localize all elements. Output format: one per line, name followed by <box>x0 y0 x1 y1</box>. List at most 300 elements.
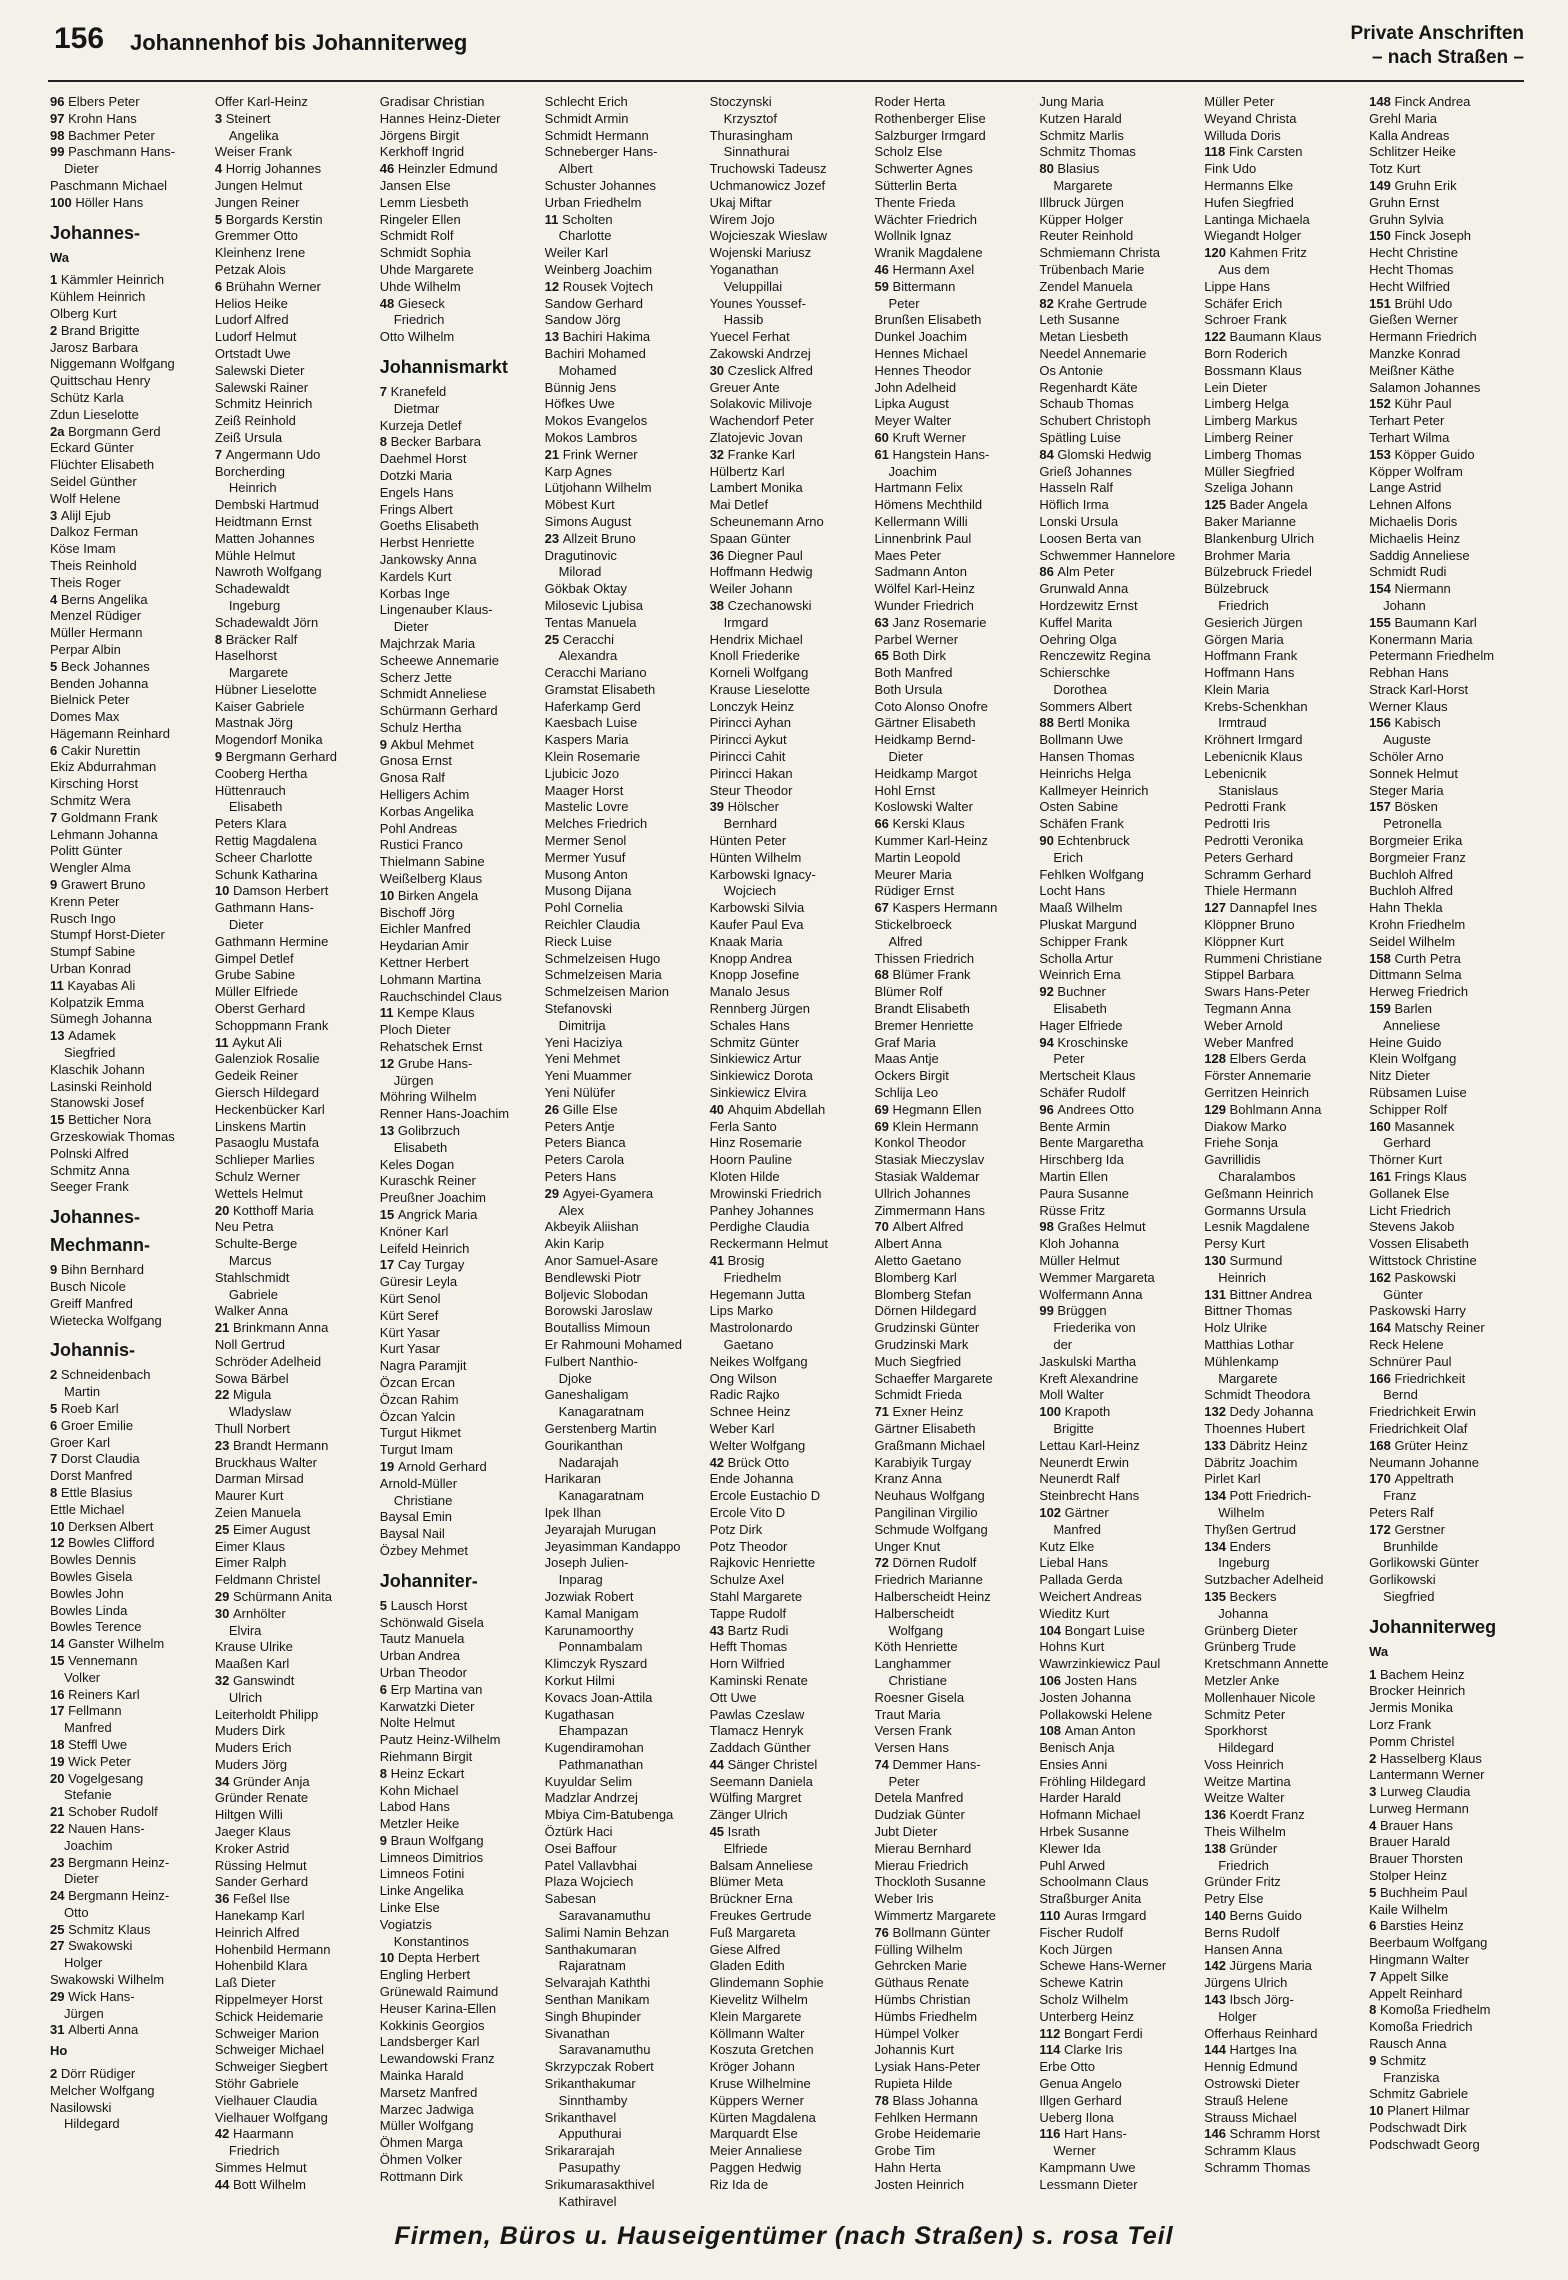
resident-entry <box>215 346 372 363</box>
resident-name: Grünewald Raimund <box>379 1984 499 2000</box>
resident-name: Both Manfred <box>874 665 953 681</box>
resident-name: Exner Heinz <box>892 1404 964 1420</box>
resident-name: Spätling Luise <box>1039 429 1122 445</box>
resident-entry <box>545 1068 702 1085</box>
resident-name: Yoganathan <box>709 261 779 277</box>
resident-entry <box>1369 1522 1526 1539</box>
resident-name: Depta Herbert <box>397 1950 480 1966</box>
resident-name: Friedrich <box>1218 597 1269 613</box>
resident-entry <box>1204 531 1361 548</box>
resident-name: Srikumarasakthivel <box>544 2176 655 2192</box>
resident-name: Hufen Siegfried <box>1204 194 1294 210</box>
street-heading: Mechmann- <box>50 1235 151 1256</box>
resident-name: Karp Agnes <box>544 463 612 479</box>
resident-entry <box>545 1320 702 1337</box>
resident-name: Schneberger Hans- <box>544 144 658 160</box>
resident-name: Jungen Reiner <box>214 194 300 210</box>
resident-entry <box>710 548 867 565</box>
resident-entry <box>1369 1868 1526 1885</box>
resident-name: Roeb Karl <box>60 1400 119 1416</box>
resident-name: Schmitz Peter <box>1204 1706 1286 1722</box>
resident-name: Ceracchi <box>562 631 615 647</box>
resident-entry <box>215 1673 372 1690</box>
resident-name: Küpper Holger <box>1039 211 1124 227</box>
resident-entry <box>874 1001 1031 1018</box>
resident-entry <box>1039 396 1196 413</box>
resident-name: Özcan Rahim <box>379 1391 459 1407</box>
house-number: 18 <box>50 1736 69 1752</box>
resident-entry <box>1204 497 1361 514</box>
resident-entry <box>215 2042 372 2059</box>
resident-name: Benden Johanna <box>50 675 149 691</box>
entry-continuation <box>710 1841 867 1858</box>
resident-entry <box>1204 1925 1361 1942</box>
resident-entry <box>50 272 207 289</box>
resident-entry <box>1204 2143 1361 2160</box>
resident-name: Bowles John <box>50 1585 124 1601</box>
resident-name: Ponnambalam <box>558 1639 643 1655</box>
resident-entry <box>1369 783 1526 800</box>
resident-entry <box>710 514 867 531</box>
resident-name: Hansen Thomas <box>1039 749 1135 765</box>
resident-name: Strauß Helene <box>1204 2092 1289 2108</box>
resident-name: Beerbaum Wolfgang <box>1369 1935 1488 1951</box>
resident-name: Lohmann Martina <box>379 971 481 987</box>
resident-name: Dieter <box>64 1871 99 1887</box>
house-number: 61 <box>874 446 893 462</box>
house-number: 15 <box>50 1652 69 1668</box>
house-number: 21 <box>214 1320 233 1336</box>
resident-name: Bischoff Jörg <box>379 904 455 920</box>
resident-entry <box>1204 883 1361 900</box>
resident-name: Kürt Yasar <box>379 1324 440 1340</box>
resident-name: Mastnak Jörg <box>214 715 293 731</box>
resident-entry <box>50 1754 207 1771</box>
resident-name: Maaßen Karl <box>214 1656 290 1672</box>
resident-name: Baysal Nail <box>379 1526 445 1542</box>
entry-continuation <box>1204 1740 1361 1757</box>
entry-continuation <box>380 1140 537 1157</box>
resident-name: Kämmler Heinrich <box>60 272 165 288</box>
house-number: 144 <box>1204 2042 1230 2058</box>
resident-entry <box>710 850 867 867</box>
house-number: 40 <box>709 1101 728 1117</box>
resident-name: Seemann Daniela <box>709 1773 813 1789</box>
resident-name: Gerhard <box>1383 1135 1431 1151</box>
resident-entry <box>215 1505 372 1522</box>
resident-entry <box>710 128 867 145</box>
resident-entry <box>710 1354 867 1371</box>
resident-entry <box>545 2009 702 2026</box>
house-number: 10 <box>379 1950 398 1966</box>
house-number: 9 <box>50 877 61 893</box>
resident-entry <box>1039 1539 1196 1556</box>
resident-entry <box>1204 1623 1361 1640</box>
resident-entry <box>874 1102 1031 1119</box>
house-number: 9 <box>379 736 391 752</box>
resident-name: Ganster Wilhelm <box>68 1636 165 1652</box>
resident-entry <box>1369 212 1526 229</box>
resident-name: Friederika von <box>1053 1320 1136 1336</box>
resident-entry <box>1039 111 1196 128</box>
resident-name: Sinnathurai <box>723 144 790 160</box>
resident-name: Korbas Inge <box>379 585 450 601</box>
house-number: 153 <box>1369 446 1395 462</box>
resident-entry <box>215 1320 372 1337</box>
resident-entry <box>215 497 372 514</box>
resident-entry <box>1039 1102 1196 1119</box>
house-number: 96 <box>1039 1101 1058 1117</box>
resident-entry <box>1039 1203 1196 1220</box>
resident-name: Polnski Alfred <box>50 1145 129 1161</box>
resident-entry <box>710 867 867 884</box>
resident-entry <box>380 451 537 468</box>
resident-name: Bachmer Peter <box>68 127 155 143</box>
resident-name: Brohmer Maria <box>1204 547 1291 563</box>
resident-entry <box>545 1387 702 1404</box>
resident-name: Renczewitz Regina <box>1039 648 1151 664</box>
resident-name: Heinrichs Helga <box>1039 765 1132 781</box>
resident-entry <box>50 2066 207 2083</box>
resident-name: Schlitzer Heike <box>1369 144 1456 160</box>
resident-name: Sporkhorst <box>1204 1723 1268 1739</box>
resident-name: Grube Hans- <box>397 1055 473 1071</box>
resident-name: Grüter Heinz <box>1394 1437 1469 1453</box>
resident-name: Hinz Rosemarie <box>709 1135 803 1151</box>
resident-entry <box>874 128 1031 145</box>
resident-entry <box>1369 1935 1526 1952</box>
resident-entry <box>710 766 867 783</box>
resident-entry <box>710 682 867 699</box>
house-number: 155 <box>1369 614 1395 630</box>
resident-entry <box>380 787 537 804</box>
resident-name: Younes Youssef- <box>709 295 806 311</box>
resident-name: Schmidt Frieda <box>874 1387 962 1403</box>
resident-entry <box>50 1279 207 1296</box>
house-number: 159 <box>1369 1001 1395 1017</box>
resident-entry <box>874 1438 1031 1455</box>
resident-name: Kruse Wilhelmine <box>709 2076 811 2092</box>
resident-name: Jungen Helmut <box>214 177 303 193</box>
resident-name: Friedrichkeit Olaf <box>1369 1420 1468 1436</box>
house-number: 6 <box>379 1681 391 1697</box>
resident-entry <box>874 1471 1031 1488</box>
resident-name: Grünberg Dieter <box>1204 1622 1298 1638</box>
resident-name: Os Antonie <box>1039 362 1103 378</box>
resident-entry <box>380 804 537 821</box>
resident-name: Kathiravel <box>558 2193 617 2209</box>
resident-name: Locht Hans <box>1039 883 1106 899</box>
directory-columns <box>50 94 1530 2209</box>
resident-entry <box>215 2177 372 2194</box>
resident-entry <box>1369 396 1526 413</box>
resident-entry <box>545 279 702 296</box>
house-number: 38 <box>709 597 728 613</box>
resident-entry <box>545 967 702 984</box>
resident-name: Stahl Margarete <box>709 1588 803 1604</box>
resident-entry <box>380 535 537 552</box>
resident-entry <box>1039 1119 1196 1136</box>
resident-name: Walker Anna <box>214 1303 289 1319</box>
resident-name: Bittermann <box>892 278 956 294</box>
resident-name: Milorad <box>558 564 602 580</box>
resident-name: Lessmann Dieter <box>1039 2176 1138 2192</box>
resident-name: Kampmann Uwe <box>1039 2160 1136 2176</box>
house-number: 148 <box>1369 94 1395 109</box>
resident-entry <box>874 1354 1031 1371</box>
entry-continuation <box>380 619 537 636</box>
resident-entry <box>1369 749 1526 766</box>
resident-name: Harder Harald <box>1039 1790 1121 1806</box>
resident-entry <box>545 2143 702 2160</box>
house-number: 45 <box>709 1824 728 1840</box>
resident-name: Ipek Ilhan <box>544 1504 602 1520</box>
resident-entry <box>1204 1455 1361 1472</box>
resident-name: Hohenbild Klara <box>214 1958 308 1974</box>
resident-name: Weiler Karl <box>544 245 609 261</box>
resident-entry <box>380 1157 537 1174</box>
resident-name: Turgut Imam <box>379 1442 453 1458</box>
resident-name: Stefanovski <box>544 1001 612 1017</box>
resident-name: Bente Armin <box>1039 1118 1111 1134</box>
resident-name: Elbers Peter <box>68 94 140 109</box>
resident-name: Bott Wilhelm <box>232 2176 306 2192</box>
resident-name: Sivanathan <box>544 2025 610 2041</box>
house-number: 92 <box>1039 984 1058 1000</box>
resident-name: Brückner Erna <box>709 1891 793 1907</box>
resident-name: Karbowski Ignacy- <box>709 866 816 882</box>
resident-name: Haarmann <box>232 2126 294 2142</box>
resident-entry <box>1369 1051 1526 1068</box>
resident-name: Özcan Yalcin <box>379 1408 456 1424</box>
house-number: 22 <box>214 1387 233 1403</box>
house-number: 154 <box>1369 581 1395 597</box>
resident-entry <box>215 1589 372 1606</box>
resident-name: Schwemmer Hannelore <box>1039 547 1176 563</box>
resident-entry <box>545 1001 702 1018</box>
resident-name: Illgen Gerhard <box>1039 2092 1122 2108</box>
resident-name: Eichler Manfred <box>379 921 471 937</box>
resident-name: Gruhn Sylvia <box>1369 211 1444 227</box>
resident-entry <box>710 464 867 481</box>
resident-name: Kürt Senol <box>379 1290 441 1306</box>
resident-name: Bittner Thomas <box>1204 1303 1293 1319</box>
resident-name: Appeltrath <box>1394 1471 1454 1487</box>
house-number: 7 <box>1369 1968 1380 1984</box>
house-number: 19 <box>50 1753 69 1769</box>
resident-entry <box>1039 296 1196 313</box>
resident-name: Kaile Wilhelm <box>1369 1901 1448 1917</box>
resident-name: Willuda Doris <box>1204 127 1281 143</box>
resident-entry <box>1204 228 1361 245</box>
resident-name: Roder Herta <box>874 94 946 109</box>
resident-name: Holger <box>64 1955 103 1971</box>
house-number: 10 <box>50 1518 69 1534</box>
resident-name: Hoffmann Frank <box>1204 648 1298 664</box>
resident-entry <box>380 518 537 535</box>
resident-entry <box>1369 1152 1526 1169</box>
district-label: Ho <box>50 2043 68 2059</box>
resident-name: Metzler Heike <box>379 1816 460 1832</box>
resident-name: Schmelzeisen Maria <box>544 967 662 983</box>
house-number: 48 <box>379 295 398 311</box>
resident-name: Peter <box>1053 1051 1085 1067</box>
resident-entry <box>380 854 537 871</box>
resident-name: Paskowski <box>1394 1269 1456 1285</box>
resident-name: Mokos Lambros <box>544 429 638 445</box>
resident-entry <box>50 1062 207 1079</box>
resident-entry <box>380 1631 537 1648</box>
resident-name: Vielhauer Claudia <box>214 2092 318 2108</box>
resident-name: Peters Klara <box>214 816 287 832</box>
resident-entry <box>50 356 207 373</box>
resident-entry <box>1369 497 1526 514</box>
house-number: 74 <box>874 1756 893 1772</box>
resident-entry <box>874 1219 1031 1236</box>
resident-name: Dörnen Rudolf <box>892 1555 977 1571</box>
resident-name: Lesnik Magdalene <box>1204 1219 1310 1235</box>
street-heading: Johanniterweg <box>1369 1616 1497 1637</box>
entry-continuation <box>215 2143 372 2160</box>
resident-entry <box>380 1005 537 1022</box>
resident-name: Hennig Edmund <box>1204 2059 1298 2075</box>
resident-entry <box>710 1203 867 1220</box>
resident-name: Schramm Horst <box>1229 2126 1320 2142</box>
resident-entry <box>215 715 372 732</box>
resident-entry <box>1039 632 1196 649</box>
resident-name: Gedeik Reiner <box>214 1068 298 1084</box>
resident-name: Leiterholdt Philipp <box>214 1706 319 1722</box>
resident-entry <box>710 161 867 178</box>
resident-name: Bossmann Klaus <box>1204 362 1302 378</box>
resident-entry <box>1204 1421 1361 1438</box>
resident-entry <box>1369 833 1526 850</box>
resident-entry <box>1369 1572 1526 1589</box>
resident-entry <box>1039 883 1196 900</box>
resident-entry <box>50 1703 207 1720</box>
resident-name: Lantinga Michaela <box>1204 211 1310 227</box>
house-number: 98 <box>1039 1219 1058 1235</box>
resident-entry <box>1204 1807 1361 1824</box>
resident-name: Pluskat Margund <box>1039 917 1137 933</box>
entry-continuation <box>710 1270 867 1287</box>
resident-entry <box>1369 1986 1526 2003</box>
resident-name: Neumann Johanne <box>1369 1454 1479 1470</box>
resident-name: Klaschik Johann <box>50 1061 145 1077</box>
resident-name: Mollenhauer Nicole <box>1204 1689 1316 1705</box>
street-heading: Johannes- <box>50 222 141 243</box>
resident-name: Swakowski Wilhelm <box>50 1972 165 1988</box>
resident-name: Dittmann Selma <box>1369 967 1462 983</box>
resident-entry <box>380 670 537 687</box>
resident-entry <box>380 1173 537 1190</box>
resident-name: Bräcker Ralf <box>225 631 298 647</box>
resident-entry <box>710 1908 867 1925</box>
resident-entry <box>874 497 1031 514</box>
resident-name: Bollmann Uwe <box>1039 732 1124 748</box>
resident-entry <box>545 1673 702 1690</box>
resident-name: Rothenberger Elise <box>874 110 986 126</box>
house-number: 67 <box>874 900 893 916</box>
resident-entry <box>1204 1068 1361 1085</box>
resident-name: Riehmann Birgit <box>379 1748 473 1764</box>
resident-entry <box>1369 632 1526 649</box>
resident-entry <box>1369 799 1526 816</box>
resident-name: Ludorf Helmut <box>214 329 297 345</box>
resident-name: Hahn Herta <box>874 2160 941 2176</box>
street-heading: Johannismarkt <box>379 356 508 377</box>
resident-name: Linke Angelika <box>379 1883 464 1899</box>
resident-entry <box>874 1908 1031 1925</box>
entry-continuation <box>710 615 867 632</box>
resident-entry <box>710 917 867 934</box>
resident-name: Wojenski Mariusz <box>709 245 812 261</box>
resident-entry <box>1204 1488 1361 1505</box>
resident-entry <box>1369 1102 1526 1119</box>
resident-name: Hübner Lieselotte <box>214 681 317 697</box>
resident-entry <box>874 111 1031 128</box>
resident-name: Hiltgen Willi <box>214 1807 283 1823</box>
resident-name: Wojciech <box>723 883 777 899</box>
resident-name: Pohl Andreas <box>379 820 458 836</box>
resident-entry <box>874 1455 1031 1472</box>
resident-entry <box>710 346 867 363</box>
resident-name: Marzec Jadwiga <box>379 2101 474 2117</box>
header-rule <box>48 80 1524 82</box>
resident-entry <box>1039 564 1196 581</box>
resident-name: Wiegandt Holger <box>1204 228 1302 244</box>
resident-name: Berns Angelika <box>60 591 148 607</box>
resident-name: Heinrich <box>1218 1269 1266 1285</box>
resident-name: Reiners Karl <box>68 1686 140 1702</box>
resident-name: Heydarian Amir <box>379 938 469 954</box>
resident-entry <box>1039 1707 1196 1724</box>
resident-entry <box>50 1367 207 1384</box>
resident-name: Allzeit Bruno <box>562 530 636 546</box>
resident-entry <box>380 1509 537 1526</box>
resident-entry <box>710 1471 867 1488</box>
resident-entry <box>215 1807 372 1824</box>
resident-entry <box>380 1358 537 1375</box>
resident-name: Alberti Anna <box>68 2022 139 2038</box>
resident-entry <box>1039 1874 1196 1891</box>
resident-entry <box>1369 2053 1526 2070</box>
resident-entry <box>545 447 702 464</box>
resident-name: Zaddach Günther <box>709 1740 811 1756</box>
resident-name: Jubt Dieter <box>874 1824 938 1840</box>
resident-entry <box>1369 1471 1526 1488</box>
resident-entry <box>1039 1572 1196 1589</box>
entry-continuation <box>545 363 702 380</box>
resident-name: Podschwadt Georg <box>1369 2136 1480 2152</box>
resident-name: Schlieper Marlies <box>214 1152 315 1168</box>
house-number: 102 <box>1039 1504 1065 1520</box>
resident-name: Schulz Werner <box>214 1169 300 1184</box>
resident-entry <box>50 1179 207 1196</box>
resident-name: Frink Werner <box>562 446 638 462</box>
resident-name: Dörr Rüdiger <box>60 2066 136 2082</box>
resident-name: Elisabeth <box>393 1139 448 1155</box>
resident-name: Steur Theodor <box>709 782 793 798</box>
resident-entry <box>545 2177 702 2194</box>
resident-name: Gruhn Ernst <box>1369 194 1440 210</box>
resident-name: Aman Anton <box>1064 1723 1136 1739</box>
resident-name: Pathmanathan <box>558 1756 644 1772</box>
resident-entry <box>50 1771 207 1788</box>
resident-name: Schmidt Sophia <box>379 245 471 261</box>
house-number: 104 <box>1039 1622 1065 1638</box>
resident-name: Schweiger Michael <box>214 2042 324 2058</box>
